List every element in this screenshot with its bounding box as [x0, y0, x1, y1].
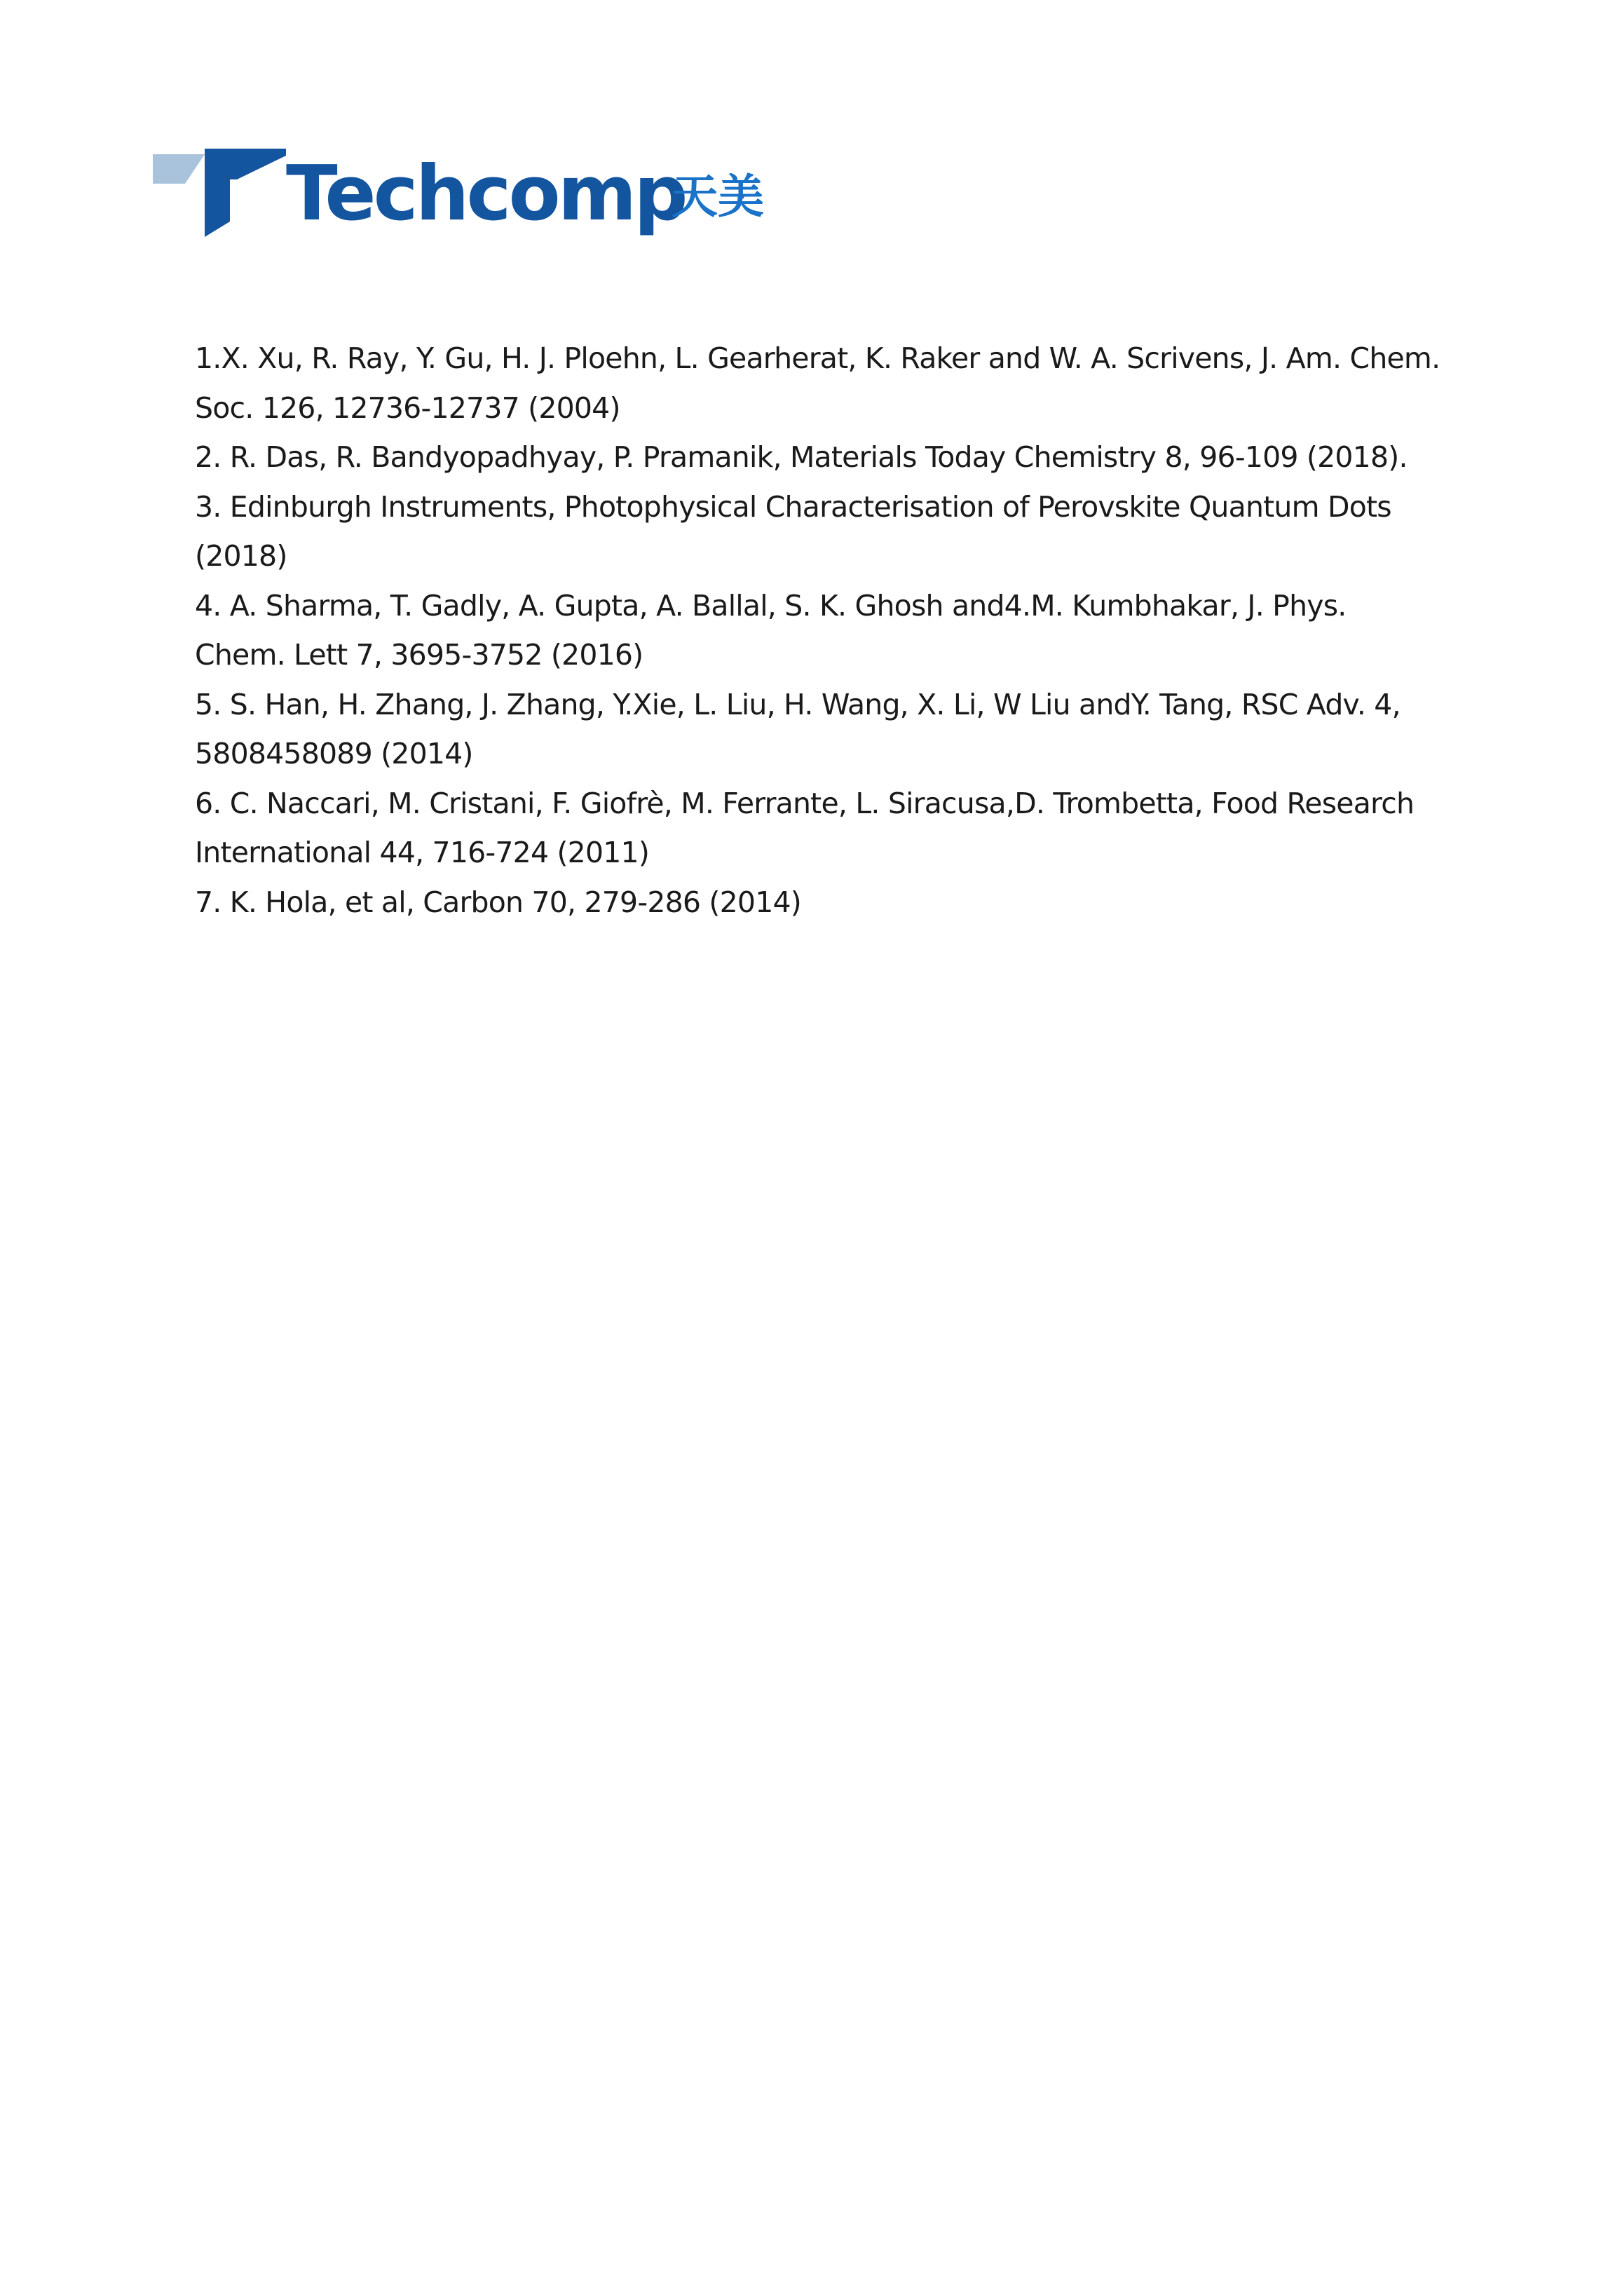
- reference-list: [195, 334, 1443, 927]
- reference-item: 1.X. Xu, R. Ray, Y. Gu, H. J. Ploehn, L. Gearherat, K. Raker and W. A. Scrivens, J. Am. Chem. Soc. 126, 12736-12737 (2004): [195, 341, 1440, 425]
- reference-item: 5. S. Han, H. Zhang, J. Zhang, Y.Xie, L. Liu, H. Wang, X. Li, W Liu andY. Tang, RSC Adv. 4, 5808458089 (2014): [195, 687, 1400, 770]
- logo-wordmark: Techcomp: [286, 150, 686, 238]
- reference-item: 2. R. Das, R. Bandyopadhyay, P. Pramanik, Materials Today Chemistry 8, 96-109 (2018).: [195, 440, 1408, 474]
- reference-item: 7. K. Hola, et al, Carbon 70, 279-286 (2014): [195, 885, 801, 919]
- techcomp-logo-mark-icon: [153, 149, 286, 240]
- reference-item: 6. C. Naccari, M. Cristani, F. Giofrè, M. Ferrante, L. Siracusa,D. Trombetta, Food Research International 44, 716-724 (2011): [195, 786, 1415, 869]
- reference-item: 4. A. Sharma, T. Gadly, A. Gupta, A. Ballal, S. K. Ghosh and4.M. Kumbhakar, J. Phys. Chem. Lett 7, 3695-3752 (2016): [195, 588, 1347, 672]
- logo-chinese-name: 天美: [672, 170, 764, 224]
- techcomp-logo: [153, 149, 770, 240]
- reference-item: 3. Edinburgh Instruments, Photophysical Characterisation of Perovskite Quantum Dots (2018): [195, 489, 1391, 573]
